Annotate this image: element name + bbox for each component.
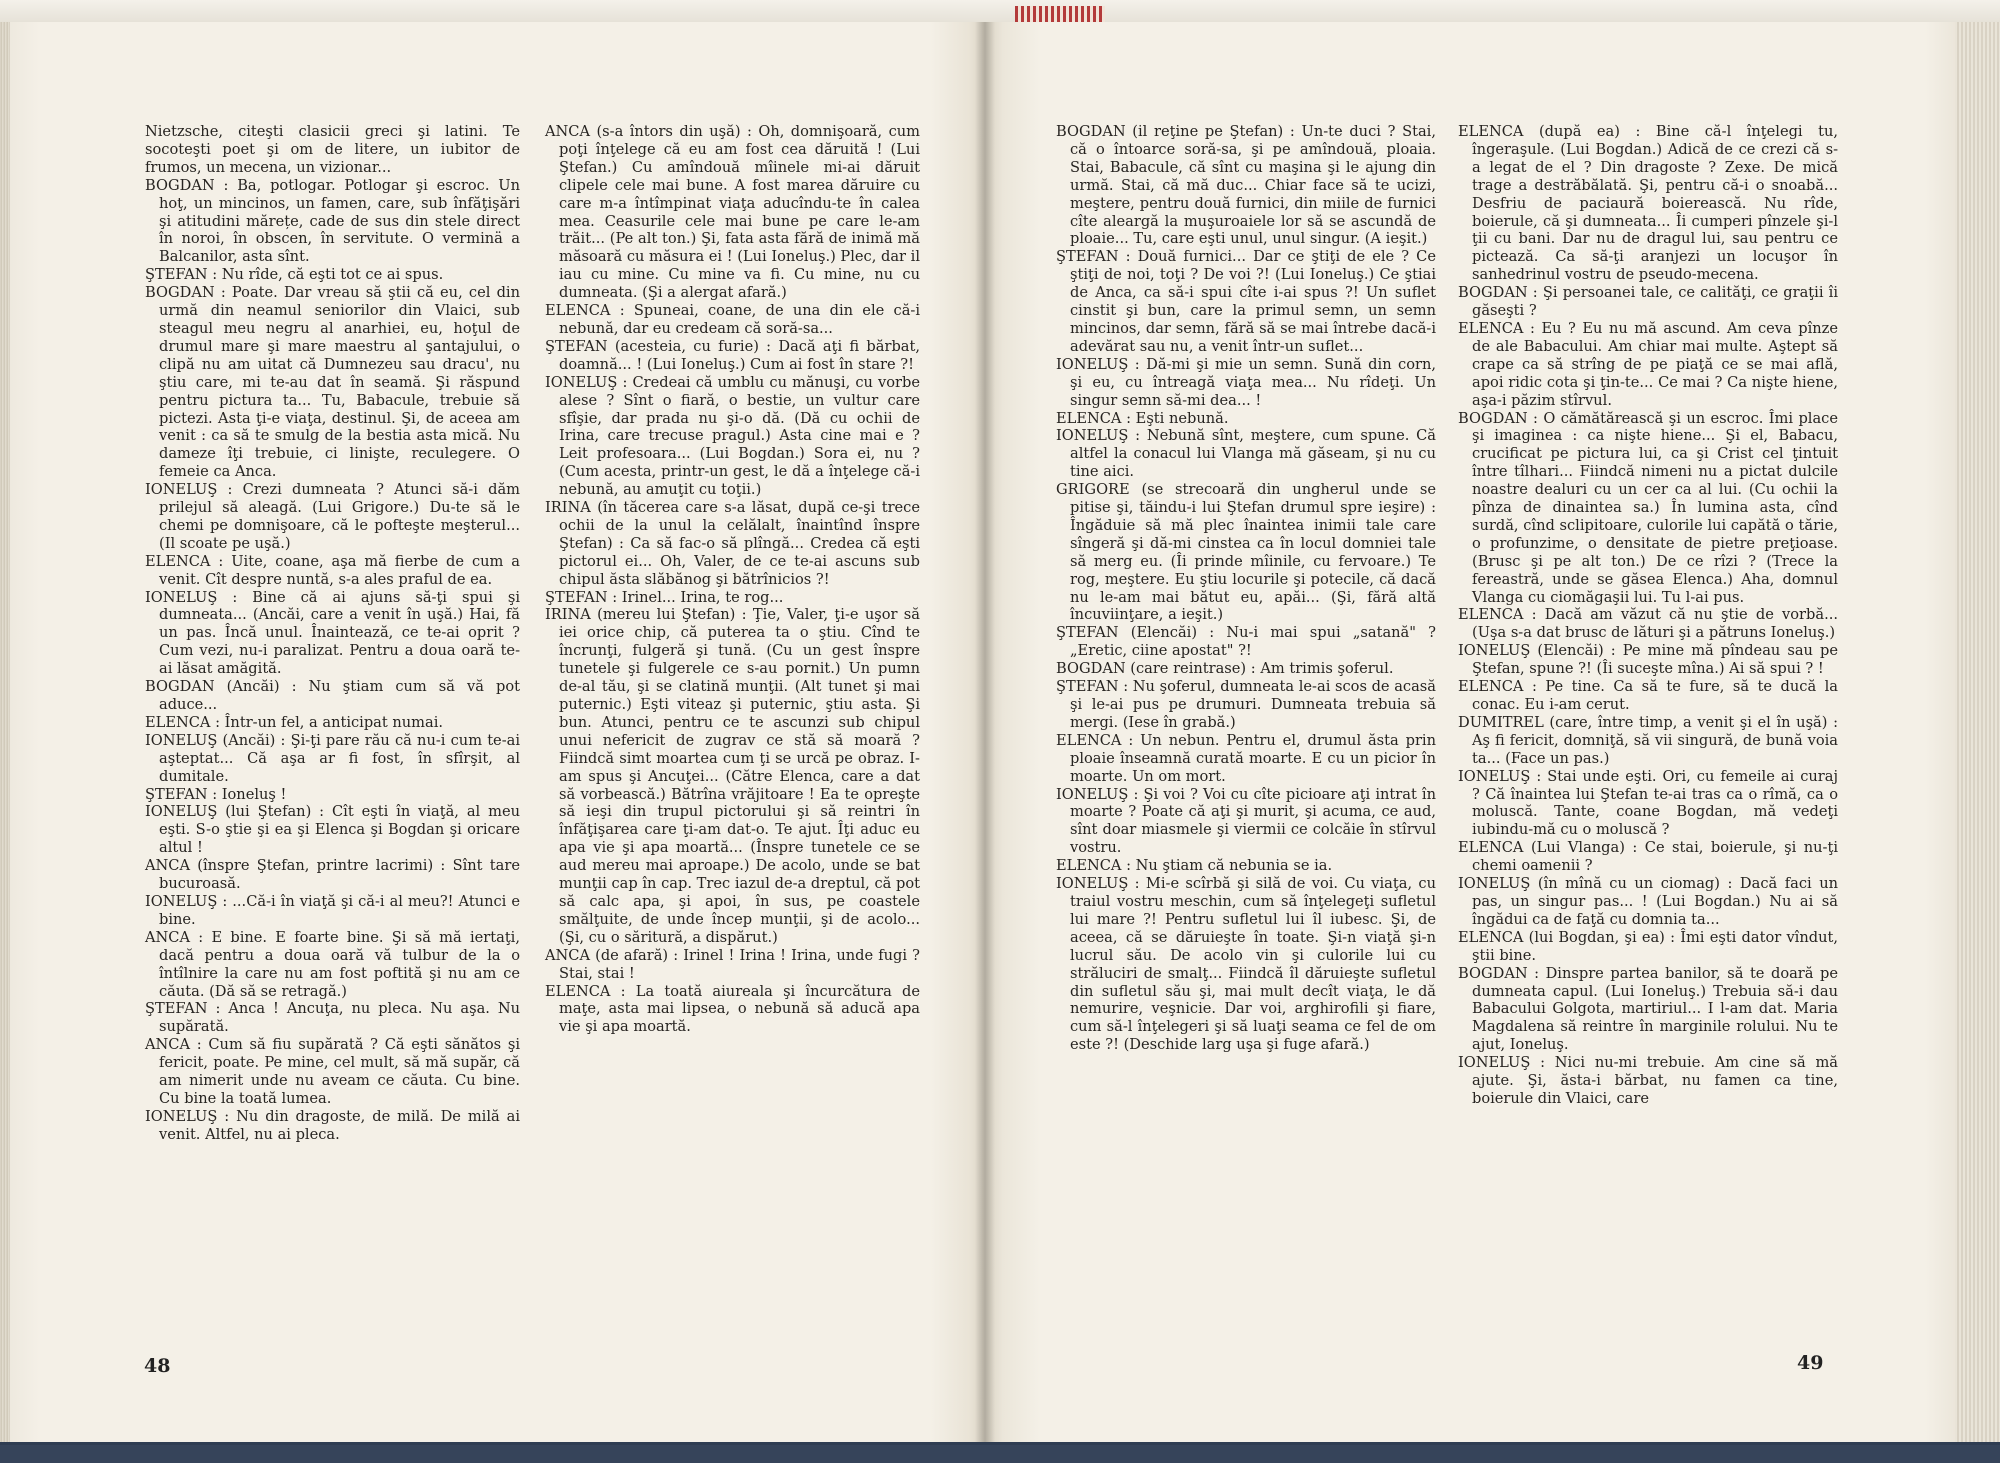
dialogue-paragraph: IONELUŞ : Credeai că umblu cu mănuşi, cu vorbe alese ? Sînt o fiară, o bestie, un vultur care sfîşie, dar prada nu şi-o dă. (Dă cu ochii de Irina, care trecuse pragul.) Asta cine mai e ? Leit profesoara... (Lui Bogdan.) Sora ei, nu ? (Cum acesta, printr-un gest, le dă a înţelege că-i nebună, au amuţit cu toţii.) — [545, 373, 920, 499]
dialogue-paragraph: IONELUŞ : Stai unde eşti. Ori, cu femeile ai curaj ? Că înaintea lui Ştefan te-ai tras ca o rîmă, ca o moluscă. Tante, coane Bogdan, mă vedeţi iubindu-mă cu o moluscă ? — [1458, 767, 1838, 839]
dialogue-paragraph: IONELUŞ : Nebună sînt, meştere, cum spune. Că altfel la conacul lui Vlanga mă găseam, şi nu cu tine aici. — [1056, 427, 1436, 481]
dialogue-paragraph: ANCA : E bine. E foarte bine. Şi să mă iertaţi, dacă pentru a doua oară vă tulbur de la o întîlnire la care nu am fost poftită şi nu am ce căuta. (Dă să se retragă.) — [145, 928, 520, 1000]
dialogue-paragraph: ELENCA : La toată aiureala şi încurcătura de maţe, asta mai lipsea, o nebună să aducă apa vie şi apa moartă. — [545, 982, 920, 1036]
book-spine-shadow — [975, 22, 995, 1442]
dialogue-paragraph: ELENCA (lui Bogdan, şi ea) : Îmi eşti dator vîndut, ştii bine. — [1458, 928, 1838, 964]
dialogue-paragraph: BOGDAN : Poate. Dar vreau să ştii că eu, cel din urmă din neamul seniorilor din Vlaici, sub steagul meu negru al anarhiei, eu, hoţul de drumul mare şi mare maestru al şantajului, o clipă nu am uitat că Dumnezeu sau dracu', nu ştiu care, mi te-au dat în seamă. Şi răspund pentru pictura ta... Tu, Babacule, trebuie să pictezi. Asta ţi-e viaţa, destinul. Şi, de aceea am venit : ca să te smulg de la bestia asta mică. Nu dameze îţi trebuie, ci linişte, reculegere. O femeie ca Anca. — [145, 284, 520, 481]
dialogue-paragraph: ŞTEFAN : Două furnici... Dar ce ştiţi de ele ? Ce ştiţi de noi, toţi ? De voi ?! (Lui Ioneluş.) Ce ştiai de Anca, ca să-i spui cîte i-ai spus ?! Un suflet cinstit şi bun, care la primul semn, un semn mincinos, dar semn, fără să se mai întrebe dacă-i adevărat sau nu, a venit într-un suflet... — [1056, 248, 1436, 355]
dialogue-paragraph: IONELUŞ (în mînă cu un ciomag) : Dacă faci un pas, un singur pas... ! (Lui Bogdan.) Nu ai să îngădui ca de faţă cu domnia ta... — [1458, 875, 1838, 928]
right-page-edges — [1955, 22, 2000, 1442]
dialogue-paragraph: BOGDAN : O cămătărească şi un escroc. Îmi place şi imaginea : ca nişte hiene... Şi el, Babacu, crucificat pe pictura lui, ca şi Crist cel ţintuit între tîlhari... Fiindcă nimeni nu a pictat dulcile noastre dealuri cu un cer ca al lui. (Cu ochii la pînza de dinaintea sa.) În lumina asta, cînd surdă, cînd sclipitoare, culorile lui capătă o tărie, o profunzime, o densitate de pietre preţioase. (Brusc şi pe alt ton.) De ce rîzi ? (Trece la fereastră, unde se găsea Elenca.) Aha, domnul Vlanga cu ciomăgaşii lui. Tu l-ai pus. — [1458, 409, 1838, 606]
dialogue-paragraph: ELENCA : Într-un fel, a anticipat numai. — [145, 713, 444, 731]
dialogue-paragraph: ELENCA : Pe tine. Ca să te fure, să te ducă la conac. Eu i-am cerut. — [1458, 678, 1838, 713]
dialogue-paragraph: IRINA (mereu lui Ştefan) : Ţie, Valer, ţi-e uşor să iei orice chip, că puterea ta o ştiu. Cînd te încrunţi, fulgeră şi tună. (Cu un gest înspre tunetele şi fulgerele ce s-au pornit.) Un pumn de-al tău, şi se clatină munţii. (Alt tunet şi mai puternic.) Eşti viteaz şi puternic, ştiu asta. Şi bun. Atunci, pentru ce te ascunzi sub chipul unui nefericit de zugrav ce stă să moară ? Fiindcă simt moartea cum ţi se urcă pe obraz. I-am spus şi Ancuţei... (Către Elenca, care a dat să vorbească.) Bătrîna vrăjitoare ! Ea te opreşte să ieşi din trupul pictorului şi să reintri în înfăţişarea care ţi-am dat-o. Te ajut. Îţi aduc eu apa vie şi apa moartă... (Înspre tunetele ce se aud mereu mai aproape.) De acolo, unde se bat munţii cap în cap. Trec iazul de-a dreptul, că pot să calc apa, şi apoi, în sus, pe coastele smălţuite, de unde încep munţii, şi de acolo... (Şi, cu o săritură, a dispărut.) — [545, 606, 920, 946]
dialogue-paragraph: IONELUŞ (lui Ştefan) : Cît eşti în viaţă, al meu eşti. S-o ştie şi ea şi Elenca şi Bogdan şi oricare altul ! — [145, 803, 520, 857]
dialogue-paragraph: BOGDAN : Ba, potlogar. Potlogar şi escroc. Un hoţ, un mincinos, un famen, care, sub înfăţişări şi atitudini mărețe, cade de sus din stele direct în noroi, în obscen, în servitute. O verminä a Balcanilor, asta sînt. — [145, 176, 520, 266]
dialogue-paragraph: ŞTEFAN : Nu şoferul, dumneata le-ai scos de acasă şi le-ai pus pe drumuri. Dumneata trebuia să mergi. (Iese în grabă.) — [1056, 678, 1436, 731]
dialogue-paragraph: BOGDAN (Ancăi) : Nu ştiam cum să vă pot aduce... — [145, 678, 520, 713]
dialogue-paragraph: ELENCA : Eu ? Eu nu mă ascund. Am ceva pînze de ale Babacului. Am chiar mai multe. Aştept să crape ca să strîng de pe piaţă ce se mai află, apoi ridic cota şi ţin-te... Ce mai ? Ca nişte hiene, aşa-i păzim stîrvul. — [1458, 319, 1838, 409]
dialogue-paragraph: ELENCA : Eşti nebună. — [1056, 409, 1229, 427]
dialogue-paragraph: ŞTEFAN : Ioneluş ! — [145, 785, 287, 803]
dialogue-paragraph: ELENCA : Uite, coane, aşa mă fierbe de cum a venit. Cît despre nuntă, s-a ales praful de ea. — [145, 552, 520, 588]
dialogue-paragraph: DUMITREL (care, între timp, a venit şi el în uşă) : Aş fi fericit, domniţă, să vii singură, de bună voia ta... (Face un pas.) — [1458, 713, 1838, 767]
dialogue-paragraph: ŞTEFAN (acesteia, cu furie) : Dacă aţi fi bărbat, doamnă... ! (Lui Ioneluş.) Cum ai fost în stare ?! — [545, 337, 920, 373]
dialogue-paragraph: ŞTEFAN (Elencăi) : Nu-i mai spui „satană" ? „Eretic, ciine apostat" ?! — [1056, 624, 1436, 660]
dialogue-paragraph: BOGDAN (care reintrase) : Am trimis şoferul. — [1056, 660, 1394, 678]
dialogue-paragraph: ANCA (de afară) : Irinel ! Irina ! Irina, unde fugi ? Stai, stai ! — [545, 946, 920, 982]
dialogue-paragraph: IONELUŞ : Mi-e scîrbă şi silă de voi. Cu viaţa, cu traiul vostru meschin, cum să înţelegeţi sufletul lui mare ?! Pentru sufletul lui îl iubesc. Şi, de aceea, că se dăruieşte în toate. Şi-n viaţă şi-n lucrul său. De acolo vin şi culorile lui cu străluciri de smalţ... Fiindcă îl dăruieşte sufletul din sufletul său şi, mai mult decît viaţa, le dă nemurire, veşnicie. Dar voi, arghirofili şi fiare, cum să-l înţelegeri şi să luaţi seama ce fel de om este ?! (Deschide larg uşa şi fuge afară.) — [1056, 875, 1436, 1054]
dialogue-paragraph: IONELUŞ (Elencăi) : Pe mine mă pîndeau sau pe Ştefan, spune ?! (Îi suceşte mîna.) Ai să spui ? ! — [1458, 642, 1838, 678]
dialogue-paragraph: ANCA : Cum să fiu supărată ? Că eşti sănătos şi fericit, poate. Pe mine, cel mult, să mă supăr, că am nimerit unde nu aveam ce căuta. Cu bine. Cu bine la toată lumea. — [145, 1036, 520, 1107]
right-page-column-1 — [1056, 123, 1436, 1054]
dialogue-paragraph: ANCA (s-a întors din uşă) : Oh, domnişoară, cum poţi înţelege că eu am fost cea dăruită ! (Lui Ştefan.) Cu amîndouă mîinele mi-ai dăruit clipele cele mai bune. A fost marea dăruire cu care m-a întîmpinat viaţa aducîndu-te în calea mea. Ceasurile cele mai bune pe care le-am trăit... (Pe alt ton.) Şi, fata asta fără de inimă mă măsoară cu măsura ei ! (Lui Ioneluş.) Plec, dar il iau cu mine. Cu mine va fi. Cu mine, nu cu dumneata. (Şi a alergat afară.) — [545, 123, 921, 302]
dialogue-paragraph: ELENCA : Nu ştiam că nebunia se ia. — [1056, 857, 1333, 875]
dialogue-paragraph: ELENCA : Dacă am văzut că nu ştie de vorbă... (Uşa s-a dat brusc de lături şi a pătruns Ioneluş.) — [1458, 606, 1838, 642]
dialogue-paragraph: IONELUŞ : Şi voi ? Voi cu cîte picioare aţi intrat în moarte ? Poate că aţi şi murit, şi acuma, ce aud, sînt doar miasmele şi viermii ce colcăie în stîrvul vostru. — [1056, 785, 1436, 857]
dialogue-paragraph: IRINA (în tăcerea care s-a lăsat, după ce-şi trece ochii de la unul la celălalt, înaintînd înspre Ştefan) : Ca să fac-o să plîngă... Credea că eşti pictorul ei... Oh, Valer, de ce te-ai ascuns sub chipul ăsta slăbănog şi bătrînicios ?! — [545, 499, 920, 588]
book-cover-bottom — [0, 1445, 2000, 1463]
dialogue-paragraph: ELENCA (Lui Vlanga) : Ce stai, boierule, şi nu-ţi chemi oamenii ? — [1458, 839, 1838, 875]
dialogue-paragraph: BOGDAN : Şi persoanei tale, ce calităţi, ce graţii îi găseşti ? — [1458, 284, 1838, 320]
right-page-column-2 — [1458, 123, 1838, 1108]
page-number-right: 49 — [1797, 1352, 1824, 1374]
dialogue-paragraph: ELENCA : Un nebun. Pentru el, drumul ăsta prin ploaie înseamnă curată moarte. E cu un picior în moarte. Un om mort. — [1056, 731, 1436, 785]
dialogue-paragraph: ŞTEFAN : Anca ! Ancuţa, nu pleca. Nu aşa. Nu supărată. — [145, 1000, 520, 1036]
dialogue-paragraph: Nietzsche, citeşti clasicii greci şi latini. Te socoteşti poet şi om de litere, un iubitor de frumos, un mecena, un vizionar... — [145, 123, 520, 176]
dialogue-paragraph: IONELUŞ : Nu din dragoste, de milă. De milă ai venit. Altfel, nu ai pleca. — [145, 1107, 520, 1143]
dialogue-paragraph: IONELUŞ : ...Că-i în viaţă şi că-i al meu?! Atunci e bine. — [145, 892, 520, 928]
dialogue-paragraph: IONELUŞ (Ancăi) : Şi-ţi pare rău că nu-i cum te-ai aşteptat... Că aşa ar fi fost, în sfîrşit, al dumitale. — [145, 731, 520, 785]
dialogue-paragraph: GRIGORE (se strecoară din ungherul unde se pitise şi, tăindu-i lui Ştefan drumul spre ieşire) : Îngăduie să mă plec înaintea inimii tale care sîngeră şi dă-mi cinstea ca în locul domniei tale să merg eu. (Îi prinde mîinile, cu fervoare.) Te rog, meştere. Eu ştiu locurile şi potecile, că dacă nu le-am mai bătut eu, apăi... (Şi, fără altă încuviinţare, a ieşit.) — [1056, 481, 1436, 624]
dialogue-paragraph: ANCA (înspre Ştefan, printre lacrimi) : Sînt tare bucuroasă. — [145, 857, 520, 893]
dialogue-paragraph: ŞTEFAN : Nu rîde, că eşti tot ce ai spus. — [145, 266, 444, 284]
dialogue-paragraph: ELENCA (după ea) : Bine că-l înţelegi tu, îngeraşule. (Lui Bogdan.) Adică de ce crezi că s-a legat de el ? Din dragoste ? Zexe. De mică trage a destrăbălată. Şi, pentru că-i o snoabă... Desfriu de paciaură boierească. Nu rîde, boierule, că şi dumneata... Îi cumperi pînzele şi-l ţii cu bani. Dar nu de dragul lui, sau pentru ce pictează. Ca să-ţi aranjezi un locuşor în sanhedrinul vostru de pseudo-mecena. — [1458, 123, 1838, 284]
dialogue-paragraph: BOGDAN : Dinspre partea banilor, să te doară pe dumneata capul. (Lui Ioneluş.) Trebuia să-i dau Babacului Golgota, martiriul... I l-am dat. Maria Magdalena să reintre în marginile rolului. Nu te ajut, Ioneluş. — [1458, 964, 1838, 1054]
dialogue-paragraph: IONELUŞ : Crezi dumneata ? Atunci să-i dăm prilejul să aleagă. (Lui Grigore.) Du-te să le chemi pe domnişoare, că le pofteşte meşterul... (Il scoate pe uşă.) — [145, 481, 520, 552]
dialogue-paragraph: IONELUŞ : Nici nu-mi trebuie. Am cine să mă ajute. Şi, ăsta-i bărbat, nu famen ca tine, boierule din Vlaici, care — [1458, 1054, 1838, 1107]
table-background-top — [0, 0, 2000, 22]
left-page-column-1 — [145, 123, 520, 1144]
dialogue-paragraph: IONELUŞ : Dă-mi şi mie un semn. Sună din corn, şi eu, cu întreagă viaţa mea... Nu rîdeţi. Un singur semn să-mi dea... ! — [1056, 355, 1436, 409]
dialogue-paragraph: ŞTEFAN : Irinel... Irina, te rog... — [545, 588, 784, 606]
page-number-left: 48 — [144, 1355, 171, 1377]
left-page-column-2 — [545, 123, 920, 1036]
dialogue-paragraph: IONELUŞ : Bine că ai ajuns să-ţi spui şi dumneata... (Ancăi, care a venit în uşă.) Hai, fă un pas. Încă unul. Înaintează, ce te-ai oprit ? Cum vezi, nu-i paralizat. Pentru a doua oară te-ai lăsat amăgită. — [145, 588, 520, 678]
dialogue-paragraph: ELENCA : Spuneai, coane, de una din ele că-i nebună, dar eu credeam că soră-sa... — [545, 302, 920, 337]
dialogue-paragraph: BOGDAN (il reţine pe Ştefan) : Un-te duci ? Stai, că o întoarce soră-sa, şi pe amîndouă, ploaia. Stai, Babacule, că sînt cu maşina şi le ajung din urmă. Stai, că mă duc... Chiar face să te ucizi, meştere, pentru două furnici, din miile de furnici cîte aleargă la muşuroaiele lor să se ascundă de ploaie... Tu, care eşti unul, unul singur. (A ieşit.) — [1056, 123, 1436, 248]
left-page-edges — [0, 22, 10, 1442]
